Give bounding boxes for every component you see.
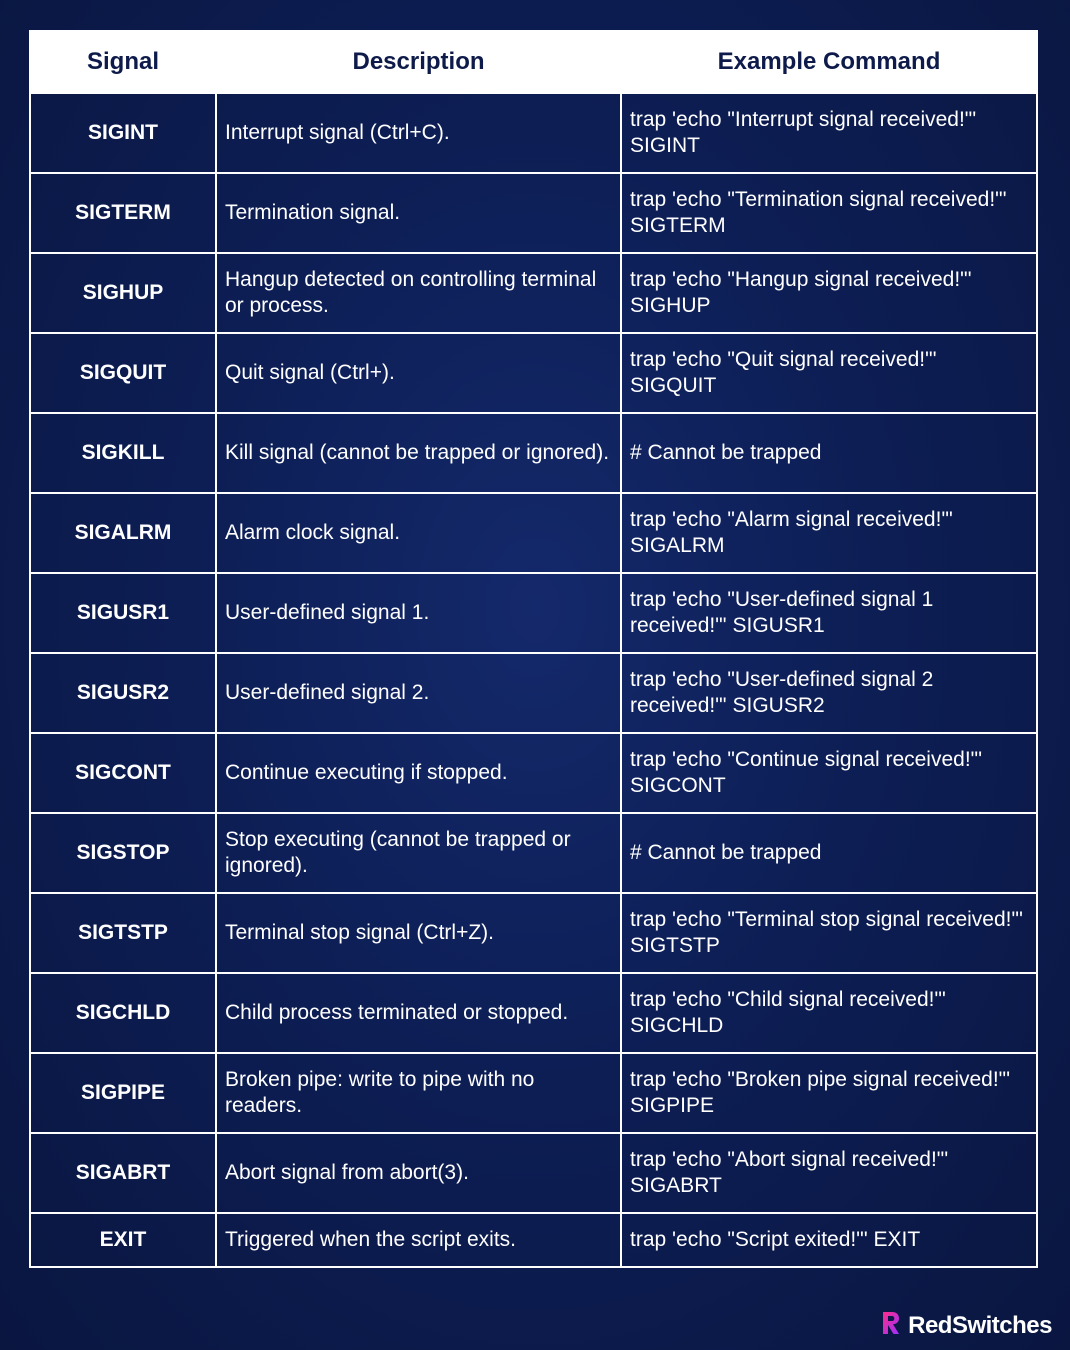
signal-name: SIGCHLD (30, 973, 216, 1053)
signal-name: SIGALRM (30, 493, 216, 573)
table-row (30, 93, 1037, 173)
table-row (30, 653, 1037, 733)
example-command: trap 'echo "User-defined signal 2 received!"' SIGUSR2 (621, 653, 1037, 733)
signals-table (29, 30, 1038, 1268)
signal-name: SIGABRT (30, 1133, 216, 1213)
redswitches-logo (880, 1310, 1052, 1341)
example-command: trap 'echo "Continue signal received!"' SIGCONT (621, 733, 1037, 813)
signal-description: Interrupt signal (Ctrl+C). (216, 93, 621, 173)
signal-name: SIGPIPE (30, 1053, 216, 1133)
table-row (30, 493, 1037, 573)
signal-name: EXIT (30, 1213, 216, 1267)
table-row (30, 173, 1037, 253)
signal-description: Broken pipe: write to pipe with no readers. (216, 1053, 621, 1133)
signal-description: Abort signal from abort(3). (216, 1133, 621, 1213)
example-command: trap 'echo "Script exited!"' EXIT (621, 1213, 1037, 1267)
signal-name: SIGKILL (30, 413, 216, 493)
signal-description: Quit signal (Ctrl+). (216, 333, 621, 413)
signal-description: Stop executing (cannot be trapped or ignored). (216, 813, 621, 893)
example-command: trap 'echo "Hangup signal received!"' SIGHUP (621, 253, 1037, 333)
example-command: # Cannot be trapped (621, 813, 1037, 893)
signal-name: SIGHUP (30, 253, 216, 333)
signal-description: User-defined signal 2. (216, 653, 621, 733)
table-row (30, 1213, 1037, 1267)
table-row (30, 733, 1037, 813)
table-row (30, 573, 1037, 653)
signal-description: Kill signal (cannot be trapped or ignored). (216, 413, 621, 493)
signal-name: SIGUSR2 (30, 653, 216, 733)
example-command: trap 'echo "Interrupt signal received!"' SIGINT (621, 93, 1037, 173)
table-row (30, 813, 1037, 893)
example-command: trap 'echo "Terminal stop signal received!"' SIGTSTP (621, 893, 1037, 973)
signal-name: SIGQUIT (30, 333, 216, 413)
column-header-example-command: Example Command (621, 31, 1037, 93)
signal-name: SIGSTOP (30, 813, 216, 893)
table-row (30, 1133, 1037, 1213)
brand-name: RedSwitches (908, 1311, 1052, 1339)
example-command: trap 'echo "Child signal received!"' SIGCHLD (621, 973, 1037, 1053)
signal-description: Triggered when the script exits. (216, 1213, 621, 1267)
signal-name: SIGTERM (30, 173, 216, 253)
signal-name: SIGTSTP (30, 893, 216, 973)
column-header-description: Description (216, 31, 621, 93)
signal-description: Terminal stop signal (Ctrl+Z). (216, 893, 621, 973)
signal-description: Termination signal. (216, 173, 621, 253)
example-command: trap 'echo "Quit signal received!"' SIGQUIT (621, 333, 1037, 413)
table-row (30, 1053, 1037, 1133)
signal-name: SIGINT (30, 93, 216, 173)
signal-description: User-defined signal 1. (216, 573, 621, 653)
redswitches-logo-icon (880, 1310, 902, 1341)
example-command: trap 'echo "Termination signal received!"' SIGTERM (621, 173, 1037, 253)
signal-description: Alarm clock signal. (216, 493, 621, 573)
table-row (30, 333, 1037, 413)
table-row (30, 253, 1037, 333)
signal-description: Hangup detected on controlling terminal or process. (216, 253, 621, 333)
signal-name: SIGUSR1 (30, 573, 216, 653)
signal-description: Child process terminated or stopped. (216, 973, 621, 1053)
table-row (30, 893, 1037, 973)
table-header-row (30, 31, 1037, 93)
table-row (30, 413, 1037, 493)
example-command: trap 'echo "Abort signal received!"' SIGABRT (621, 1133, 1037, 1213)
signal-name: SIGCONT (30, 733, 216, 813)
signal-description: Continue executing if stopped. (216, 733, 621, 813)
example-command: trap 'echo "User-defined signal 1 received!"' SIGUSR1 (621, 573, 1037, 653)
table-row (30, 973, 1037, 1053)
column-header-signal: Signal (30, 31, 216, 93)
example-command: trap 'echo "Alarm signal received!"' SIGALRM (621, 493, 1037, 573)
example-command: # Cannot be trapped (621, 413, 1037, 493)
example-command: trap 'echo "Broken pipe signal received!"' SIGPIPE (621, 1053, 1037, 1133)
